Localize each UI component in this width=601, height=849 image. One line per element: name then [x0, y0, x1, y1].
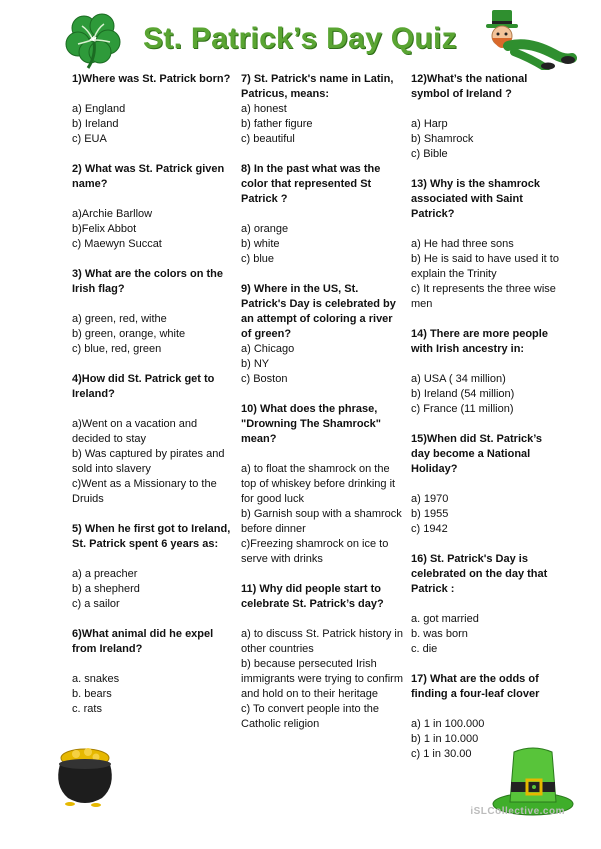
question-text: 11) Why did people start to celebrate St. Patrick’s day?: [241, 583, 384, 610]
question-text: 5) When he first got to Ireland, St. Patrick spent 6 years as:: [72, 523, 231, 550]
answer-option: c) a sailor: [72, 598, 120, 610]
answer-option: a) England: [72, 103, 126, 115]
answer-option: c) EUA: [72, 133, 107, 145]
question-text: 15)When did St. Patrick’s day become a National Holiday?: [411, 433, 543, 475]
pot-of-gold-icon: [50, 742, 120, 810]
question-text: 17) What are the odds of finding a four-leaf clover: [411, 673, 540, 700]
answer-option: b) 1 in 10.000: [411, 733, 479, 745]
answer-option: c) 1942: [411, 523, 448, 535]
question-9: [241, 282, 406, 402]
page-title: St. Patrick’s Day Quiz: [143, 22, 457, 55]
answer-option: b) white: [241, 238, 280, 250]
leprechaun-icon: [478, 8, 578, 70]
answer-option: a)Went on a vacation and decided to stay: [72, 418, 198, 445]
answer-option: c. rats: [72, 703, 102, 715]
answer-option: c) blue, red, green: [72, 343, 162, 355]
question-16: [411, 552, 561, 672]
question-column-1: [72, 72, 232, 717]
question-2: [72, 162, 232, 267]
answer-option: a) He had three sons: [411, 238, 514, 250]
answer-option: c) Maewyn Succat: [72, 238, 162, 250]
question-text: 8) In the past what was the color that represented St Patrick ?: [241, 163, 381, 205]
answer-option: c) It represents the three wise men: [411, 283, 556, 310]
question-text: 13) Why is the shamrock associated with Saint Patrick?: [411, 178, 540, 220]
answer-option: a) orange: [241, 223, 289, 235]
answer-option: b) Ireland: [72, 118, 119, 130]
question-text: 4)How did St. Patrick get to Ireland?: [72, 373, 215, 400]
answer-option: b) NY: [241, 358, 270, 370]
answer-option: b) green, orange, white: [72, 328, 186, 340]
question-11: [241, 582, 406, 732]
answer-option: b) Shamrock: [411, 133, 474, 145]
answer-option: b) Garnish soup with a shamrock before dinner: [241, 508, 402, 535]
question-text: 7) St. Patrick's name in Latin, Patricus, means:: [241, 73, 394, 100]
answer-option: a) honest: [241, 103, 287, 115]
question-6: [72, 627, 232, 717]
answer-option: a) 1970: [411, 493, 449, 505]
question-5: [72, 522, 232, 627]
question-text: 16) St. Patrick's Day is celebrated on the day that Patrick :: [411, 553, 548, 595]
question-4: [72, 372, 232, 522]
question-13: [411, 177, 561, 327]
answer-option: c) Boston: [241, 373, 288, 385]
answer-option: b. was born: [411, 628, 468, 640]
answer-option: c) blue: [241, 253, 275, 265]
question-3: [72, 267, 232, 372]
answer-option: c) France (11 million): [411, 403, 514, 415]
shamrock-icon: [62, 12, 128, 70]
answer-option: a) 1 in 100.000: [411, 718, 485, 730]
answer-option: c) Bible: [411, 148, 448, 160]
question-10: [241, 402, 406, 582]
question-column-3: [411, 72, 561, 762]
watermark: iSLCollective.com: [470, 806, 565, 817]
answer-option: c. die: [411, 643, 438, 655]
answer-option: a) a preacher: [72, 568, 138, 580]
answer-option: b) a shepherd: [72, 583, 140, 595]
answer-option: b)Felix Abbot: [72, 223, 137, 235]
answer-option: a) Chicago: [241, 343, 295, 355]
question-text: 2) What was St. Patrick given name?: [72, 163, 225, 190]
question-text: 6)What animal did he expel from Ireland?: [72, 628, 214, 655]
answer-option: b) father figure: [241, 118, 313, 130]
answer-option: b) He is said to have used it to explain the Trinity: [411, 253, 559, 280]
answer-option: c)Freezing shamrock on ice to serve with drinks: [241, 538, 389, 565]
answer-option: b. bears: [72, 688, 112, 700]
question-1: [72, 72, 232, 162]
answer-option: c)Went as a Missionary to the Druids: [72, 478, 217, 505]
question-text: 14) There are more people with Irish ancestry in:: [411, 328, 548, 355]
question-text: 3) What are the colors on the Irish flag?: [72, 268, 223, 295]
answer-option: b) because persecuted Irish immigrants were trying to confirm and hold on to their heritage: [241, 658, 403, 700]
answer-option: a) green, red, withe: [72, 313, 167, 325]
answer-option: a. snakes: [72, 673, 120, 685]
answer-option: a) to float the shamrock on the top of whiskey before drinking it for good luck: [241, 463, 396, 505]
answer-option: c) 1 in 30.00: [411, 748, 472, 760]
answer-option: a) USA ( 34 million): [411, 373, 506, 385]
question-text: 10) What does the phrase, "Drowning The Shamrock" mean?: [241, 403, 382, 445]
question-column-2: [241, 72, 406, 732]
answer-option: b) 1955: [411, 508, 449, 520]
question-text: 9) Where in the US, St. Patrick's Day is celebrated by an attempt of coloring a river of green?: [241, 283, 396, 340]
answer-option: a)Archie Barllow: [72, 208, 153, 220]
question-text: 12)What’s the national symbol of Ireland ?: [411, 73, 528, 100]
question-7: [241, 72, 406, 162]
answer-option: b) Ireland (54 million): [411, 388, 515, 400]
answer-option: a) Harp: [411, 118, 448, 130]
question-15: [411, 432, 561, 552]
question-text: 1)Where was St. Patrick born?: [72, 73, 231, 85]
question-14: [411, 327, 561, 432]
answer-option: a) to discuss St. Patrick history in other countries: [241, 628, 403, 655]
answer-option: c) beautiful: [241, 133, 295, 145]
answer-option: a. got married: [411, 613, 479, 625]
question-12: [411, 72, 561, 177]
answer-option: b) Was captured by pirates and sold into slavery: [72, 448, 225, 475]
question-8: [241, 162, 406, 282]
answer-option: c) To convert people into the Catholic religion: [241, 703, 379, 730]
